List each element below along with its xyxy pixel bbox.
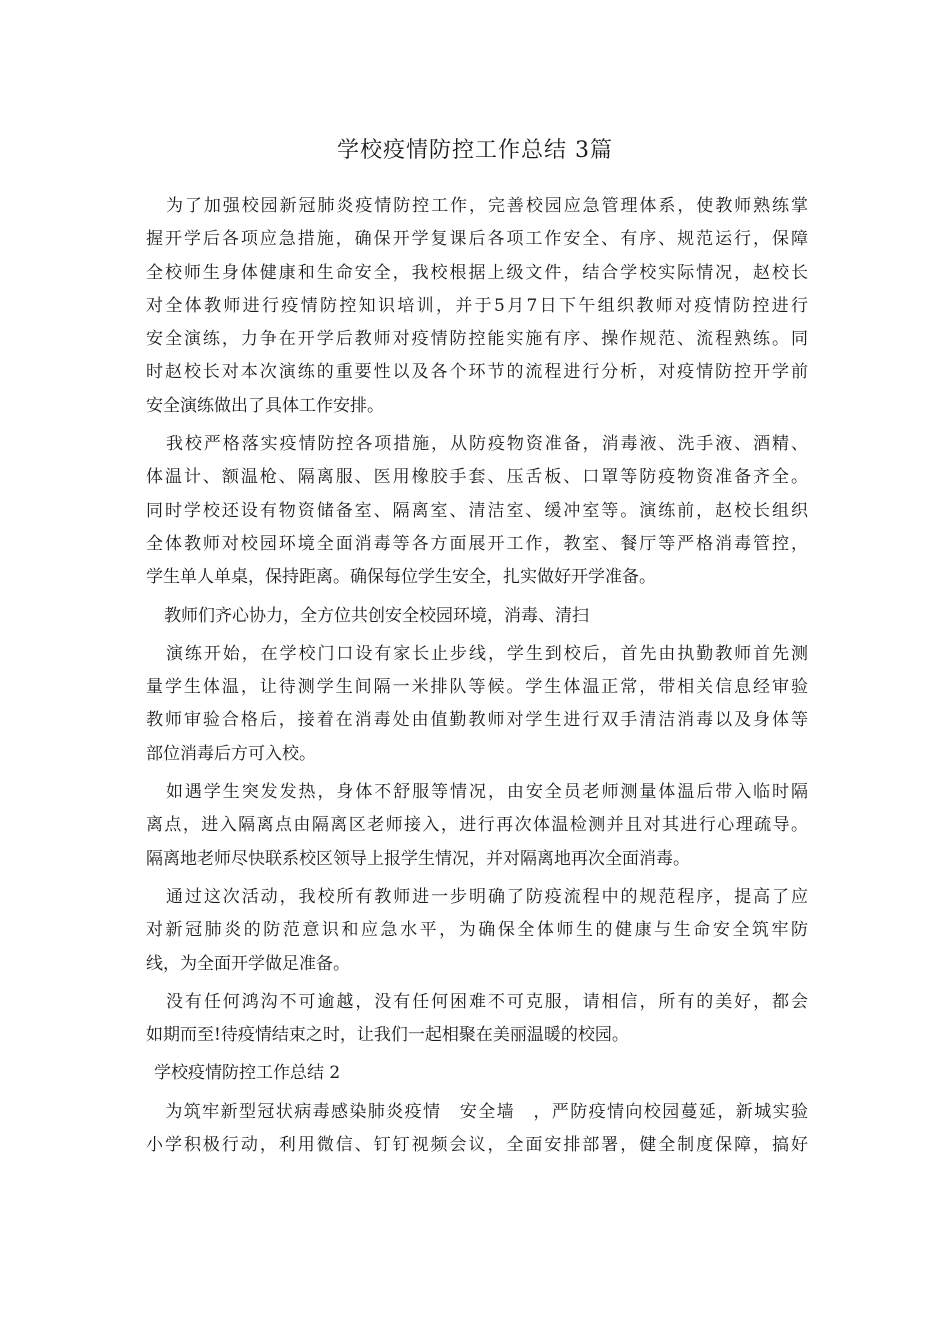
paragraph-line: 通过这次活动，我校所有教师进一步明确了防疫流程中的规范程序，提高了应 <box>164 886 808 907</box>
paragraph-line: 对新冠肺炎的防范意识和应急水平，为确保全体师生的健康与生命安全筑牢防 <box>146 920 808 941</box>
paragraph-line: 如期而至!待疫情结束之时，让我们一起相聚在美丽温暖的校园。 <box>146 1025 629 1046</box>
document-title: 学校疫情防控工作总结 3篇 <box>337 138 613 163</box>
paragraph-line: 没有任何鸿沟不可逾越，没有任何困难不可克服，请相信，所有的美好，都会 <box>164 991 808 1012</box>
paragraph-line: 安全演练做出了具体工作安排。 <box>146 395 384 416</box>
paragraph-6 <box>146 881 808 981</box>
document-body <box>146 190 808 1167</box>
paragraph-line: 学生单人单桌，保持距离。确保每位学生安全，扎实做好开学准备。 <box>146 567 656 588</box>
paragraph-2 <box>146 428 808 594</box>
paragraph-3 <box>146 600 808 633</box>
paragraph-line: 全体教师对校园环境全面消毒等各方面展开工作，教室、餐厅等严格消毒管控， <box>146 533 808 554</box>
paragraph-line: 小学积极行动，利用微信、钉钉视频会议，全面安排部署，健全制度保障，搞好 <box>146 1135 808 1156</box>
paragraph-line: 全校师生身体健康和生命安全，我校根据上级文件，结合学校实际情况，赵校长 <box>146 262 808 283</box>
paragraph-line: 教师们齐心协力，全方位共创安全校园环境，消毒、清扫 <box>164 605 589 626</box>
paragraph-line: 为筑牢新型冠状病毒感染肺炎疫情 安全墙 ，严防疫情向校园蔓延，新城实验 <box>164 1101 808 1122</box>
paragraph-line: 时赵校长对本次演练的重要性以及各个环节的流程进行分析，对疫情防控开学前 <box>146 362 808 383</box>
paragraph-line: 线，为全面开学做足准备。 <box>146 953 350 974</box>
paragraph-5 <box>146 776 808 876</box>
paragraph-line: 如遇学生突发发热，身体不舒服等情况，由安全员老师测量体温后带入临时隔 <box>164 782 808 803</box>
paragraph-line: 演练开始，在学校门口设有家长止步线，学生到校后，首先由执勤教师首先测 <box>164 643 808 664</box>
paragraph-line: 同时学校还设有物资储备室、隔离室、清洁室、缓冲室等。演练前，赵校长组织 <box>146 500 808 521</box>
section-subheading: 学校疫情防控工作总结 2 <box>154 1063 341 1084</box>
paragraph-line: 离点，进入隔离点由隔离区老师接入，进行再次体温检测并且对其进行心理疏导。 <box>146 815 808 836</box>
paragraph-7 <box>146 986 808 1053</box>
paragraph-line: 隔离地老师尽快联系校区领导上报学生情况，并对隔离地再次全面消毒。 <box>146 848 690 869</box>
paragraph-1 <box>146 190 808 423</box>
paragraph-line: 对全体教师进行疫情防控知识培训，并于5月7日下午组织教师对疫情防控进行 <box>146 295 808 316</box>
paragraph-line: 我校严格落实疫情防控各项措施，从防疫物资准备，消毒液、洗手液、酒精、 <box>164 434 808 455</box>
paragraph-line: 安全演练，力争在开学后教师对疫情防控能实施有序、操作规范、流程熟练。同 <box>146 329 808 350</box>
paragraph-line: 量学生体温，让待测学生间隔一米排队等候。学生体温正常，带相关信息经审验 <box>146 677 808 698</box>
paragraph-8 <box>146 1096 808 1163</box>
paragraph-line: 部位消毒后方可入校。 <box>146 743 316 764</box>
paragraph-line: 教师审验合格后，接着在消毒处由值勤教师对学生进行双手清洁消毒以及身体等 <box>146 710 808 731</box>
paragraph-line: 为了加强校园新冠肺炎疫情防控工作，完善校园应急管理体系，使教师熟练掌 <box>164 196 808 216</box>
paragraph-4 <box>146 638 808 771</box>
paragraph-line: 体温计、额温枪、隔离服、医用橡胶手套、压舌板、口罩等防疫物资准备齐全。 <box>146 467 808 488</box>
paragraph-line: 握开学后各项应急措施，确保开学复课后各项工作安全、有序、规范运行，保障 <box>146 229 808 250</box>
